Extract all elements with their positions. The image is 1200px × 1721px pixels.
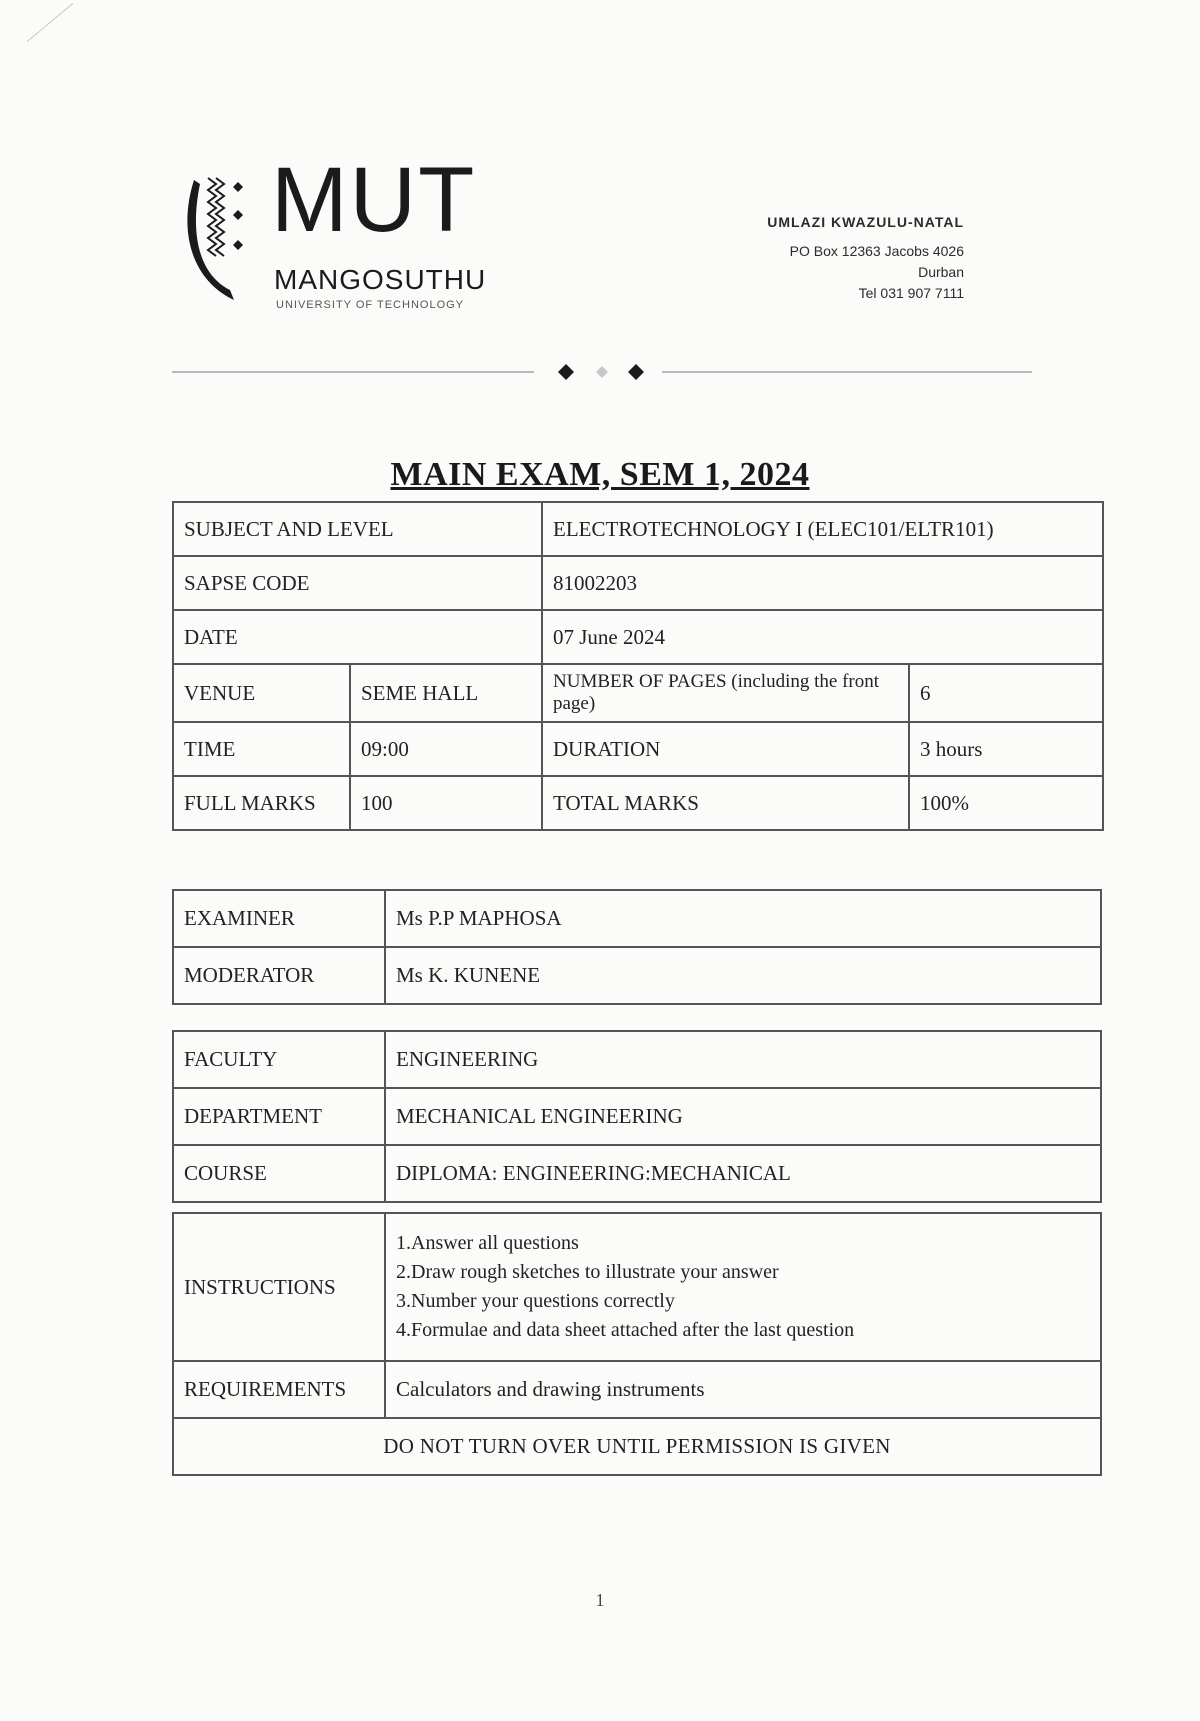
venue-label: VENUE	[173, 664, 350, 722]
total-marks-value: 100%	[909, 776, 1103, 830]
duration-label: DURATION	[542, 722, 909, 776]
date-label: DATE	[173, 610, 542, 664]
full-marks-value: 100	[350, 776, 542, 830]
table-row	[173, 722, 1103, 776]
examiner-label: EXAMINER	[173, 890, 385, 947]
page-number: 1	[595, 1590, 605, 1610]
table-row	[173, 776, 1103, 830]
department-label: DEPARTMENT	[173, 1088, 385, 1145]
faculty-value: ENGINEERING	[385, 1031, 1101, 1088]
sapse-code-value: 81002203	[542, 556, 1103, 610]
table-row	[173, 1145, 1101, 1202]
table-row	[173, 1361, 1101, 1418]
table-row	[173, 664, 1103, 722]
time-value: 09:00	[350, 722, 542, 776]
logo-emblem-icon	[186, 170, 256, 310]
examiners-table	[172, 889, 1102, 1005]
list-item: 4.Formulae and data sheet attached after the last question	[396, 1319, 855, 1341]
address-town: Durban	[918, 264, 964, 280]
table-row	[173, 1418, 1101, 1475]
address-telephone: Tel 031 907 7111	[858, 285, 964, 301]
table-row	[173, 890, 1101, 947]
examiner-value: Ms P.P MAPHOSA	[385, 890, 1101, 947]
requirements-value: Calculators and drawing instruments	[385, 1361, 1101, 1418]
university-address	[767, 212, 964, 304]
department-value: MECHANICAL ENGINEERING	[385, 1088, 1101, 1145]
table-row	[173, 502, 1103, 556]
exam-details-table	[172, 501, 1104, 831]
list-item: 1.Answer all questions	[396, 1232, 579, 1254]
instructions-label: INSTRUCTIONS	[173, 1213, 385, 1361]
faculty-table	[172, 1030, 1102, 1203]
logo-wordmark: MUT	[271, 149, 477, 251]
venue-value: SEME HALL	[350, 664, 542, 722]
subject-label: SUBJECT AND LEVEL	[173, 502, 542, 556]
faculty-label: FACULTY	[173, 1031, 385, 1088]
diamond-ornament-icon	[556, 362, 652, 382]
moderator-label: MODERATOR	[173, 947, 385, 1004]
instructions-table	[172, 1212, 1102, 1476]
pages-value: 6	[909, 664, 1103, 722]
duration-value: 3 hours	[909, 722, 1103, 776]
table-row	[173, 556, 1103, 610]
logo-university-name: MANGOSUTHU	[274, 264, 487, 295]
scan-artifact-line	[27, 3, 74, 42]
logo-subtitle: UNIVERSITY OF TECHNOLOGY	[276, 299, 465, 311]
course-label: COURSE	[173, 1145, 385, 1202]
table-row	[173, 1031, 1101, 1088]
requirements-label: REQUIREMENTS	[173, 1361, 385, 1418]
time-label: TIME	[173, 722, 350, 776]
total-marks-label: TOTAL MARKS	[542, 776, 909, 830]
table-row	[173, 947, 1101, 1004]
list-item: 3.Number your questions correctly	[396, 1290, 675, 1312]
permission-notice: DO NOT TURN OVER UNTIL PERMISSION IS GIVEN	[173, 1418, 1101, 1475]
course-value: DIPLOMA: ENGINEERING:MECHANICAL	[385, 1145, 1101, 1202]
sapse-code-label: SAPSE CODE	[173, 556, 542, 610]
moderator-value: Ms K. KUNENE	[385, 947, 1101, 1004]
table-row	[173, 610, 1103, 664]
instructions-list	[385, 1213, 1101, 1361]
date-value: 07 June 2024	[542, 610, 1103, 664]
table-row	[173, 1213, 1101, 1361]
letterhead-divider	[172, 362, 1032, 382]
university-logo	[186, 149, 526, 318]
address-po-box: PO Box 12363 Jacobs 4026	[789, 243, 964, 259]
pages-label: NUMBER OF PAGES (including the front page)	[542, 664, 909, 722]
table-row	[173, 1088, 1101, 1145]
subject-value: ELECTROTECHNOLOGY I (ELEC101/ELTR101)	[542, 502, 1103, 556]
list-item: 2.Draw rough sketches to illustrate your answer	[396, 1261, 779, 1283]
address-city: UMLAZI KWAZULU-NATAL	[767, 214, 964, 230]
exam-title: MAIN EXAM, SEM 1, 2024	[390, 456, 810, 493]
full-marks-label: FULL MARKS	[173, 776, 350, 830]
